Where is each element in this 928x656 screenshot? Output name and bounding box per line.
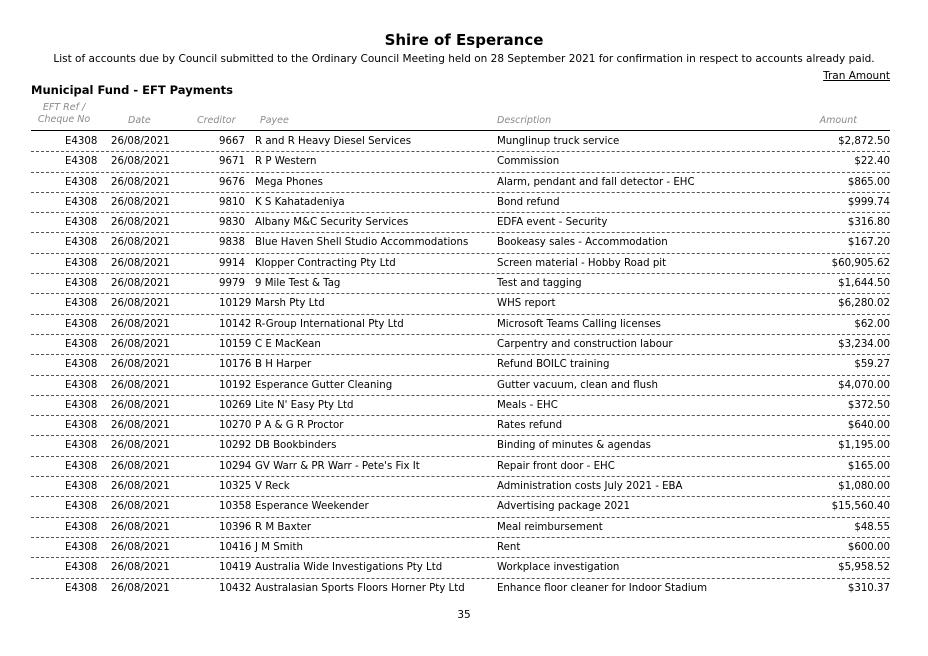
cell-payee: Mega Phones (255, 176, 323, 188)
table-row (31, 254, 890, 274)
section-heading: Municipal Fund - EFT Payments (31, 83, 234, 97)
cell-amount: $5,958.52 (838, 562, 890, 574)
cell-creditor: 10416 (219, 541, 252, 553)
cell-payee: Australasian Sports Floors Horner Pty Ltd (255, 582, 465, 594)
cell-creditor: 10292 (219, 440, 252, 452)
cell-payee: Blue Haven Shell Studio Accommodations (255, 237, 469, 249)
cell-ref: E4308 (65, 338, 98, 350)
cell-creditor: 10192 (219, 379, 252, 391)
cell-amount: $372.50 (847, 399, 890, 411)
cell-amount: $1,080.00 (838, 481, 890, 493)
cell-payee: Lite N' Easy Pty Ltd (255, 399, 354, 411)
table-row (31, 538, 890, 558)
cell-amount: $600.00 (847, 541, 890, 553)
cell-ref: E4308 (65, 501, 98, 513)
cell-description: Rent (497, 541, 521, 553)
cell-amount: $1,644.50 (838, 278, 890, 290)
cell-ref: E4308 (65, 379, 98, 391)
cell-date: 26/08/2021 (111, 338, 170, 350)
cell-creditor: 10419 (219, 562, 252, 574)
cell-ref: E4308 (65, 136, 98, 147)
cell-creditor: 9830 (219, 217, 245, 229)
cell-ref: E4308 (65, 176, 98, 188)
cell-ref: E4308 (65, 217, 98, 229)
cell-payee: C E MacKean (255, 338, 321, 350)
cell-payee: J M Smith (255, 541, 303, 553)
cell-amount: $865.00 (847, 176, 890, 188)
cell-date: 26/08/2021 (111, 298, 170, 310)
table-row (31, 579, 890, 598)
table-row (31, 233, 890, 253)
cell-amount: $999.74 (847, 196, 890, 208)
table-row (31, 518, 890, 538)
column-header-payee: Payee (260, 115, 289, 126)
table-row (31, 355, 890, 375)
cell-ref: E4308 (65, 481, 98, 493)
cell-payee: V Reck (255, 481, 290, 493)
cell-date: 26/08/2021 (111, 399, 170, 411)
cell-description: Rates refund (497, 420, 563, 432)
table-row (31, 315, 890, 335)
cell-amount: $4,070.00 (838, 379, 890, 391)
cell-creditor: 10270 (219, 420, 252, 432)
cell-ref: E4308 (65, 237, 98, 249)
cell-payee: R and R Heavy Diesel Services (255, 136, 412, 147)
cell-amount: $1,195.00 (838, 440, 890, 452)
cell-creditor: 9676 (219, 176, 245, 188)
cell-creditor: 10159 (219, 338, 252, 350)
cell-creditor: 9667 (219, 136, 245, 147)
cell-creditor: 10294 (219, 460, 252, 472)
cell-creditor: 9979 (219, 278, 245, 290)
page-subtitle: List of accounts due by Council submitted to the Ordinary Council Meeting held on 28 September 2021 for confirmation in respect to accounts already paid. (53, 53, 875, 65)
cell-date: 26/08/2021 (111, 460, 170, 472)
column-header-creditor: Creditor (197, 115, 236, 126)
cell-creditor: 10396 (219, 521, 252, 533)
cell-ref: E4308 (65, 562, 98, 574)
cell-date: 26/08/2021 (111, 217, 170, 229)
cell-date: 26/08/2021 (111, 237, 170, 249)
cell-payee: Esperance Gutter Cleaning (255, 379, 393, 391)
cell-ref: E4308 (65, 521, 98, 533)
cell-amount: $22.40 (854, 156, 890, 168)
table-row (31, 477, 890, 497)
cell-date: 26/08/2021 (111, 582, 170, 594)
cell-amount: $6,280.02 (838, 298, 890, 310)
table-row (31, 294, 890, 314)
table-row (31, 558, 890, 578)
cell-ref: E4308 (65, 278, 98, 290)
column-header-amount: Amount (819, 115, 857, 126)
table-row (31, 274, 890, 294)
cell-description: Test and tagging (497, 278, 582, 290)
cell-creditor: 9838 (219, 237, 245, 249)
table-row (31, 436, 890, 456)
cell-description: Refund BOILC training (497, 359, 610, 371)
cell-date: 26/08/2021 (111, 136, 170, 147)
cell-description: Alarm, pendant and fall detector - EHC (497, 176, 695, 188)
cell-date: 26/08/2021 (111, 481, 170, 493)
cell-amount: $2,872.50 (838, 136, 890, 147)
cell-ref: E4308 (65, 196, 98, 208)
table-row (31, 416, 890, 436)
cell-date: 26/08/2021 (111, 562, 170, 574)
column-header-ref (34, 102, 94, 126)
cell-description: Screen material - Hobby Road pit (497, 257, 667, 269)
cell-payee: Australia Wide Investigations Pty Ltd (255, 562, 443, 574)
cell-description: EDFA event - Security (497, 217, 608, 229)
column-header-ref-line1: EFT Ref / (42, 102, 86, 113)
cell-description: Advertising package 2021 (497, 501, 631, 513)
table-row (31, 396, 890, 416)
cell-description: Binding of minutes & agendas (497, 440, 651, 452)
cell-amount: $165.00 (847, 460, 890, 472)
cell-ref: E4308 (65, 420, 98, 432)
cell-payee: Klopper Contracting Pty Ltd (255, 257, 396, 269)
cell-description: Repair front door - EHC (497, 460, 615, 472)
cell-ref: E4308 (65, 318, 98, 330)
cell-payee: R-Group International Pty Ltd (255, 318, 404, 330)
cell-amount: $48.55 (854, 521, 890, 533)
cell-description: Enhance floor cleaner for Indoor Stadium (497, 582, 708, 594)
cell-creditor: 9671 (219, 156, 245, 168)
cell-payee: B H Harper (255, 359, 312, 371)
table-row (31, 132, 890, 152)
cell-payee: P A & G R Proctor (255, 420, 344, 432)
cell-date: 26/08/2021 (111, 318, 170, 330)
cell-creditor: 9914 (219, 257, 245, 269)
table-row (31, 376, 890, 396)
column-header-date: Date (128, 115, 151, 126)
cell-payee: R P Western (255, 156, 317, 168)
cell-date: 26/08/2021 (111, 156, 170, 168)
cell-amount: $60,905.62 (831, 257, 890, 269)
table-row (31, 193, 890, 213)
cell-description: Bookeasy sales - Accommodation (497, 237, 668, 249)
cell-payee: R M Baxter (255, 521, 312, 533)
cell-creditor: 10142 (219, 318, 252, 330)
cell-payee: Marsh Pty Ltd (255, 298, 325, 310)
cell-date: 26/08/2021 (111, 359, 170, 371)
cell-date: 26/08/2021 (111, 420, 170, 432)
cell-amount: $167.20 (847, 237, 890, 249)
cell-creditor: 9810 (219, 196, 245, 208)
cell-description: WHS report (497, 298, 556, 310)
cell-date: 26/08/2021 (111, 176, 170, 188)
cell-description: Administration costs July 2021 - EBA (497, 481, 683, 493)
column-header-ref-line2: Cheque No (37, 114, 91, 125)
cell-description: Microsoft Teams Calling licenses (497, 318, 661, 330)
cell-amount: $316.80 (847, 217, 890, 229)
header-divider (31, 130, 890, 131)
cell-ref: E4308 (65, 582, 98, 594)
cell-description: Munglinup truck service (497, 136, 620, 147)
cell-amount: $62.00 (854, 318, 890, 330)
cell-date: 26/08/2021 (111, 501, 170, 513)
cell-creditor: 10432 (219, 582, 252, 594)
cell-ref: E4308 (65, 359, 98, 371)
cell-creditor: 10176 (219, 359, 252, 371)
cell-ref: E4308 (65, 298, 98, 310)
cell-description: Meal reimbursement (497, 521, 603, 533)
table-row (31, 173, 890, 193)
cell-description: Commission (497, 156, 560, 168)
cell-amount: $3,234.00 (838, 338, 890, 350)
page-number: 35 (457, 609, 471, 621)
table-row (31, 152, 890, 172)
cell-date: 26/08/2021 (111, 257, 170, 269)
cell-description: Meals - EHC (497, 399, 558, 411)
cell-payee: K S Kahatadeniya (255, 196, 345, 208)
cell-creditor: 10325 (219, 481, 252, 493)
cell-date: 26/08/2021 (111, 379, 170, 391)
table-row (31, 497, 890, 517)
cell-amount: $59.27 (854, 359, 890, 371)
cell-creditor: 10129 (219, 298, 252, 310)
cell-payee: 9 Mile Test & Tag (255, 278, 341, 290)
cell-description: Workplace investigation (497, 562, 620, 574)
tran-amount-label: Tran Amount (823, 70, 890, 82)
table-row (31, 457, 890, 477)
cell-date: 26/08/2021 (111, 521, 170, 533)
cell-date: 26/08/2021 (111, 541, 170, 553)
cell-ref: E4308 (65, 541, 98, 553)
cell-amount: $15,560.40 (831, 501, 890, 513)
payments-table (31, 132, 890, 598)
page-title: Shire of Esperance (384, 31, 544, 49)
cell-description: Bond refund (497, 196, 560, 208)
cell-ref: E4308 (65, 440, 98, 452)
cell-description: Gutter vacuum, clean and flush (497, 379, 658, 391)
cell-payee: Esperance Weekender (255, 501, 369, 513)
column-header-description: Description (497, 115, 552, 126)
cell-description: Carpentry and construction labour (497, 338, 673, 350)
table-row (31, 335, 890, 355)
table-row (31, 213, 890, 233)
cell-amount: $640.00 (847, 420, 890, 432)
cell-date: 26/08/2021 (111, 196, 170, 208)
cell-ref: E4308 (65, 156, 98, 168)
cell-date: 26/08/2021 (111, 440, 170, 452)
cell-payee: GV Warr & PR Warr - Pete's Fix It (255, 460, 420, 472)
cell-payee: Albany M&C Security Services (255, 217, 409, 229)
cell-ref: E4308 (65, 399, 98, 411)
cell-date: 26/08/2021 (111, 278, 170, 290)
cell-payee: DB Bookbinders (255, 440, 337, 452)
cell-creditor: 10358 (219, 501, 252, 513)
cell-ref: E4308 (65, 460, 98, 472)
cell-amount: $310.37 (847, 582, 890, 594)
cell-ref: E4308 (65, 257, 98, 269)
cell-creditor: 10269 (219, 399, 252, 411)
